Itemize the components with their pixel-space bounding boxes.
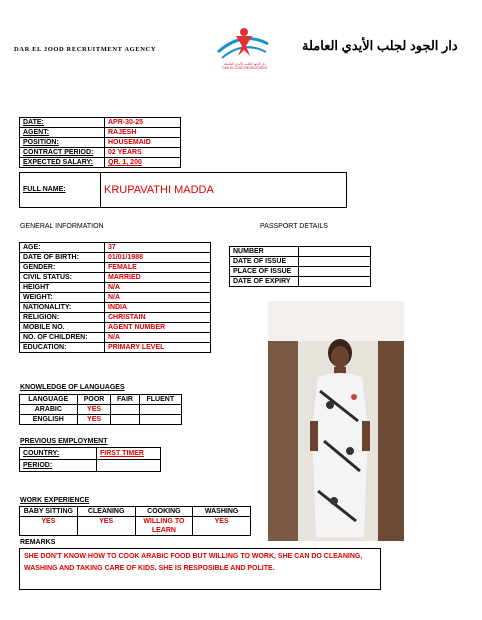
contract-label: CONTRACT PERIOD:: [20, 148, 105, 158]
general-info-label: AGE:: [20, 243, 105, 253]
table-row: [20, 173, 347, 208]
general-info-label: GENDER:: [20, 263, 105, 273]
table-row: [20, 253, 211, 263]
table-row: [20, 263, 211, 273]
position-label: POSITION:: [20, 138, 105, 148]
table-row: [20, 405, 182, 415]
agency-name-english: DAR EL JOOD RECRUITMENT AGENCY: [14, 46, 157, 53]
passport-field-value: [299, 277, 371, 287]
table-row: [20, 293, 211, 303]
language-name: ENGLISH: [20, 415, 78, 425]
country-value: FIRST TIMER: [97, 448, 161, 460]
agent-label: AGENT:: [20, 128, 105, 138]
general-info-value: AGENT NUMBER: [105, 323, 211, 333]
table-row: [20, 395, 182, 405]
general-info-value: INDIA: [105, 303, 211, 313]
passport-field-value: [299, 247, 371, 257]
table-row: [20, 273, 211, 283]
work-header: WASHING: [193, 507, 251, 517]
table-row: [20, 460, 161, 472]
table-row: [20, 138, 181, 148]
general-info-label: NATIONALITY:: [20, 303, 105, 313]
work-experience-title: WORK EXPERIENCE: [20, 497, 90, 504]
position-value: HOUSEMAID: [105, 138, 181, 148]
table-row: [230, 277, 371, 287]
date-value: APR-30-25: [105, 118, 181, 128]
country-label: COUNTRY:: [20, 448, 97, 460]
general-info-label: EDUCATION:: [20, 343, 105, 353]
work-experience-table: [19, 506, 251, 536]
language-poor: YES: [77, 405, 111, 415]
full-name-label: FULL NAME:: [20, 173, 101, 208]
previous-employment-title: PREVIOUS EMPLOYMENT: [20, 438, 108, 445]
work-header: BABY SITTING: [20, 507, 78, 517]
language-fair: [111, 405, 139, 415]
language-fluent: [139, 415, 181, 425]
general-info-value: PRIMARY LEVEL: [105, 343, 211, 353]
table-row: [20, 517, 251, 536]
work-header: COOKING: [135, 507, 193, 517]
work-value: WILLING TO LEARN: [135, 517, 193, 536]
table-row: [20, 243, 211, 253]
table-row: [20, 415, 182, 425]
salary-value: QR. 1, 200: [105, 158, 181, 168]
work-header: CLEANING: [77, 507, 135, 517]
general-info-value: 01/01/1988: [105, 253, 211, 263]
table-row: [20, 343, 211, 353]
employment-table: [19, 447, 161, 472]
period-value: [97, 460, 161, 472]
table-row: [20, 128, 181, 138]
language-name: ARABIC: [20, 405, 78, 415]
logo-caption-english: DAR EL JOOD RECRUITMENT: [222, 66, 268, 70]
general-info-label: CIVIL STATUS:: [20, 273, 105, 283]
work-value: YES: [20, 517, 78, 536]
passport-details-title: PASSPORT DETAILS: [260, 223, 328, 230]
contract-value: 02 YEARS: [105, 148, 181, 158]
languages-table: [19, 394, 182, 425]
agency-name-arabic: دار الجود لجلب الأيدي العاملة: [302, 38, 458, 53]
language-poor: YES: [77, 415, 111, 425]
language-header: FLUENT: [139, 395, 181, 405]
passport-table: [229, 246, 371, 287]
table-row: [230, 257, 371, 267]
table-row: [20, 323, 211, 333]
salary-label: EXPECTED SALARY:: [20, 158, 105, 168]
table-row: [20, 507, 251, 517]
remarks-title: REMARKS: [20, 539, 56, 546]
table-row: [20, 303, 211, 313]
general-info-label: RELIGION:: [20, 313, 105, 323]
logo-caption-arabic: دار الجود لجلب الأيدي العاملة: [224, 62, 266, 66]
general-info-value: N/A: [105, 293, 211, 303]
full-name-table: [19, 172, 347, 208]
job-details-table: [19, 117, 181, 168]
table-row: [20, 448, 161, 460]
table-row: [20, 148, 181, 158]
general-info-label: NO. OF CHILDREN:: [20, 333, 105, 343]
language-fair: [111, 415, 139, 425]
remarks-text: SHE DON'T KNOW HOW TO COOK ARABIC FOOD BUT WILLING TO WORK, SHE CAN DO CLEANING, WASHING AND TAKING CARE OF KIDS. SHE IS RESPOSIBLE AND POLITE.: [19, 548, 381, 590]
work-value: YES: [77, 517, 135, 536]
passport-field-label: DATE OF EXPIRY: [230, 277, 299, 287]
passport-field-value: [299, 257, 371, 267]
passport-field-value: [299, 267, 371, 277]
language-fluent: [139, 405, 181, 415]
general-info-label: WEIGHT:: [20, 293, 105, 303]
agent-value: RAJESH: [105, 128, 181, 138]
languages-title: KNOWLEDGE OF LANGUAGES: [20, 384, 125, 391]
full-name-value: KRUPAVATHI MADDA: [101, 173, 347, 208]
language-header: POOR: [77, 395, 111, 405]
date-label: DATE:: [20, 118, 105, 128]
passport-field-label: NUMBER: [230, 247, 299, 257]
general-info-value: MARRIED: [105, 273, 211, 283]
language-header: FAIR: [111, 395, 139, 405]
general-info-value: CHRISTAIN: [105, 313, 211, 323]
table-row: [230, 267, 371, 277]
table-row: [20, 313, 211, 323]
general-info-label: HEIGHT: [20, 283, 105, 293]
passport-field-label: DATE OF ISSUE: [230, 257, 299, 267]
language-header: LANGUAGE: [20, 395, 78, 405]
general-info-value: FEMALE: [105, 263, 211, 273]
period-label: PERIOD:: [20, 460, 97, 472]
general-info-label: DATE OF BIRTH:: [20, 253, 105, 263]
general-info-value: 37: [105, 243, 211, 253]
table-row: [20, 333, 211, 343]
general-info-title: GENERAL INFORMATION: [20, 223, 104, 230]
general-info-value: N/A: [105, 333, 211, 343]
passport-field-label: PLACE OF ISSUE: [230, 267, 299, 277]
general-info-table: [19, 242, 211, 353]
candidate-photo: [268, 301, 404, 541]
table-row: [230, 247, 371, 257]
table-row: [20, 118, 181, 128]
general-info-value: N/A: [105, 283, 211, 293]
general-info-label: MOBILE NO.: [20, 323, 105, 333]
table-row: [20, 158, 181, 168]
work-value: YES: [193, 517, 251, 536]
logo-caption: [205, 62, 285, 70]
table-row: [20, 283, 211, 293]
